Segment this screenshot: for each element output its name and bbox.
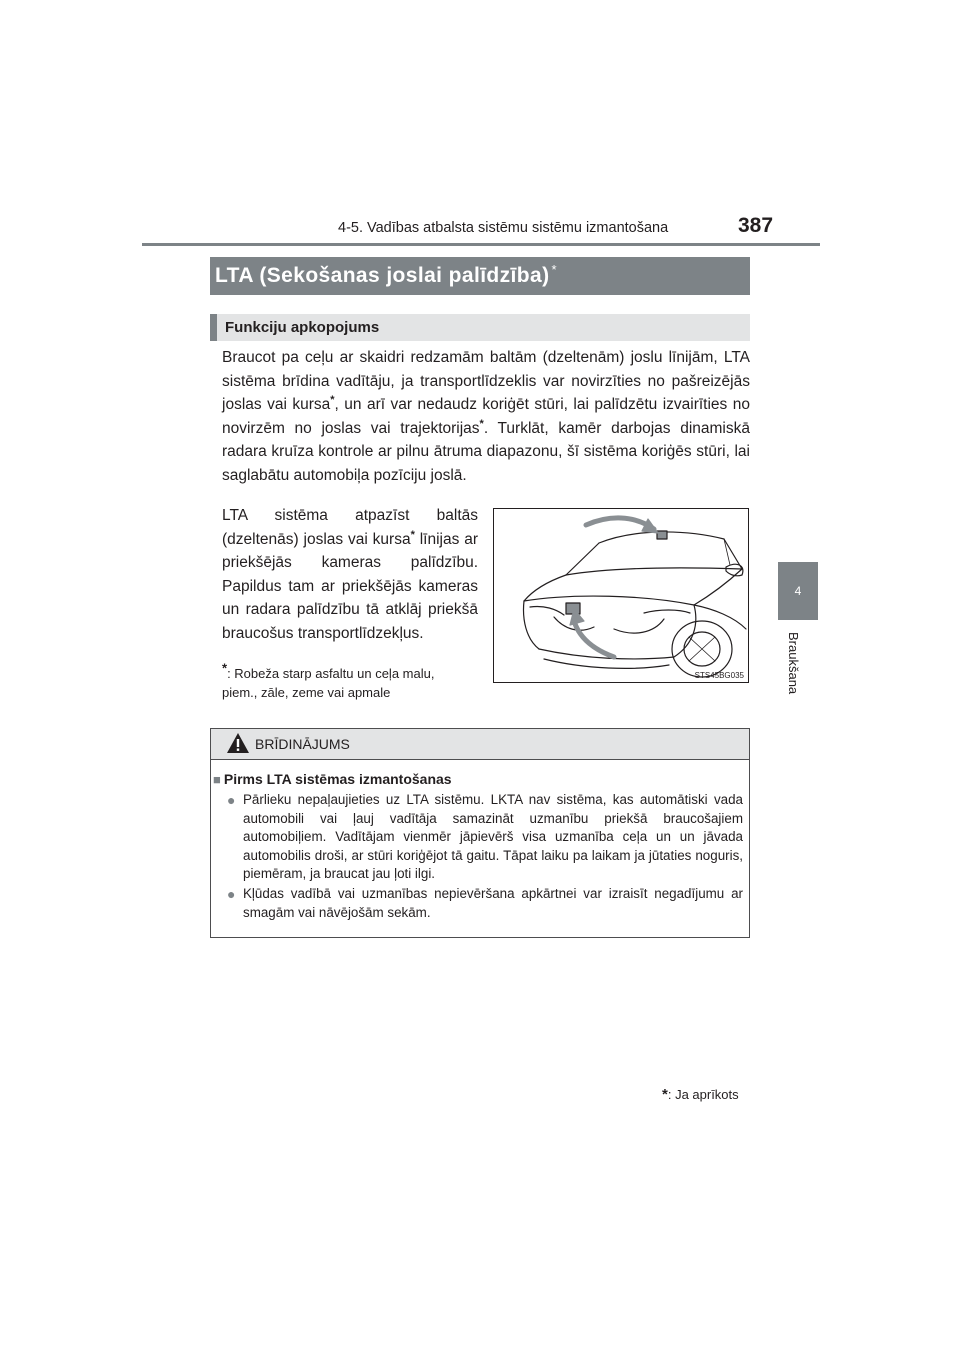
subheading-accent — [210, 314, 217, 341]
footnote — [222, 660, 472, 702]
camera-text-2: līnijas ar priekšējās kameras palīdzību. Papildus tam ar priekšējās kameras un radara palīdzību tā atklāj priekšā braucošus transportlīdzekļus. — [222, 530, 478, 642]
warning-subheading-text: Pirms LTA sistēmas izmantošanas — [223, 771, 452, 787]
equipment-note-mark: * — [662, 1086, 668, 1103]
subheading-bar — [210, 314, 750, 341]
footnote-ref: * — [330, 394, 335, 407]
warning-bullet-text: Kļūdas vadībā vai uzmanības nepievēršana apkārtnei var izraisīt negadījumu ar smagām vai nāvējošām sekām. — [243, 886, 743, 920]
footnote-text: : Robeža starp asfaltu un ceļa malu, piem., zāle, zeme vai apmale — [222, 666, 435, 700]
title-asterisk: * — [551, 262, 557, 277]
header-divider — [142, 243, 820, 246]
figure-code: STS45BG035 — [694, 671, 744, 680]
intro-text-1: Braucot pa ceļu ar skaidri redzamām baltām (dzeltenām) joslu līnijām, LTA sistēma brīdina vadītāju, ja transportlīdzeklis var novirzīties no pašreizējās joslas vai kursa — [222, 349, 750, 414]
car-illustration — [493, 508, 749, 683]
intro-text-3: . Turklāt, kamēr darbojas dinamiskā radara kruīza kontrole ar pilnu ātruma diapazonu, šī sistēma koriģēs stūri, lai saglabātu automobiļa pozīciju joslā. — [222, 419, 750, 484]
footnote-mark: * — [222, 660, 228, 676]
intro-text-2: , un arī var nedaudz koriģēt stūri, lai palīdzētu izvairīties no novirzēm no joslas vai trajektorijas — [222, 396, 750, 437]
equipment-note-text: : Ja aprīkots — [667, 1087, 739, 1102]
warning-heading: BRĪDINĀJUMS — [255, 736, 350, 752]
page-title-text: LTA (Sekošanas joslai palīdzība) — [215, 264, 550, 287]
bullet-dot-icon: ● — [227, 792, 236, 808]
camera-text-1: LTA sistēma atpazīst baltās (dzeltenās) joslas vai kursa — [222, 507, 478, 548]
chapter-tab — [778, 562, 818, 620]
equipment-note — [662, 1086, 739, 1103]
car-front-camera-radar-illustration — [494, 509, 748, 682]
page-number: 387 — [738, 214, 774, 237]
bullet-dot-icon: ● — [227, 886, 236, 902]
warning-box — [210, 728, 750, 938]
footnote-ref: * — [479, 417, 484, 430]
chapter-label: Braukšana — [786, 632, 801, 695]
warning-header — [211, 729, 749, 760]
warning-bullet-text: Pārlieku nepaļaujieties uz LTA sistēmu. LKTA nav sistēma, kas automātiski vada automobili vai ļauj vadītāja samazināt uzmanību priekšā braucošajiem automobiļiem. Vadītājam vienmēr jāpievērš visa uzmanība ceļa un un jāvada automobilis droši, ar stūri koriģējot tā gaitu. Tāpat laiku pa laikam ja jūtaties noguris, piemēram, ja braucat jau ļoti ilgi. — [243, 792, 743, 882]
square-bullet-icon: ■ — [213, 772, 221, 787]
intro-paragraph — [222, 346, 750, 488]
section-title: 4-5. Vadības atbalsta sistēmu sistēmu izmantošana — [338, 220, 669, 236]
warning-bullet — [227, 791, 743, 884]
camera-paragraph — [222, 504, 478, 646]
page-title — [215, 262, 557, 288]
title-bar — [210, 257, 750, 295]
warning-triangle-icon — [226, 732, 250, 754]
chapter-number: 4 — [794, 584, 802, 598]
warning-bullet — [227, 885, 743, 922]
footnote-ref: * — [410, 528, 415, 541]
subheading: Funkciju apkopojums — [225, 319, 380, 336]
warning-subheading — [213, 771, 452, 787]
